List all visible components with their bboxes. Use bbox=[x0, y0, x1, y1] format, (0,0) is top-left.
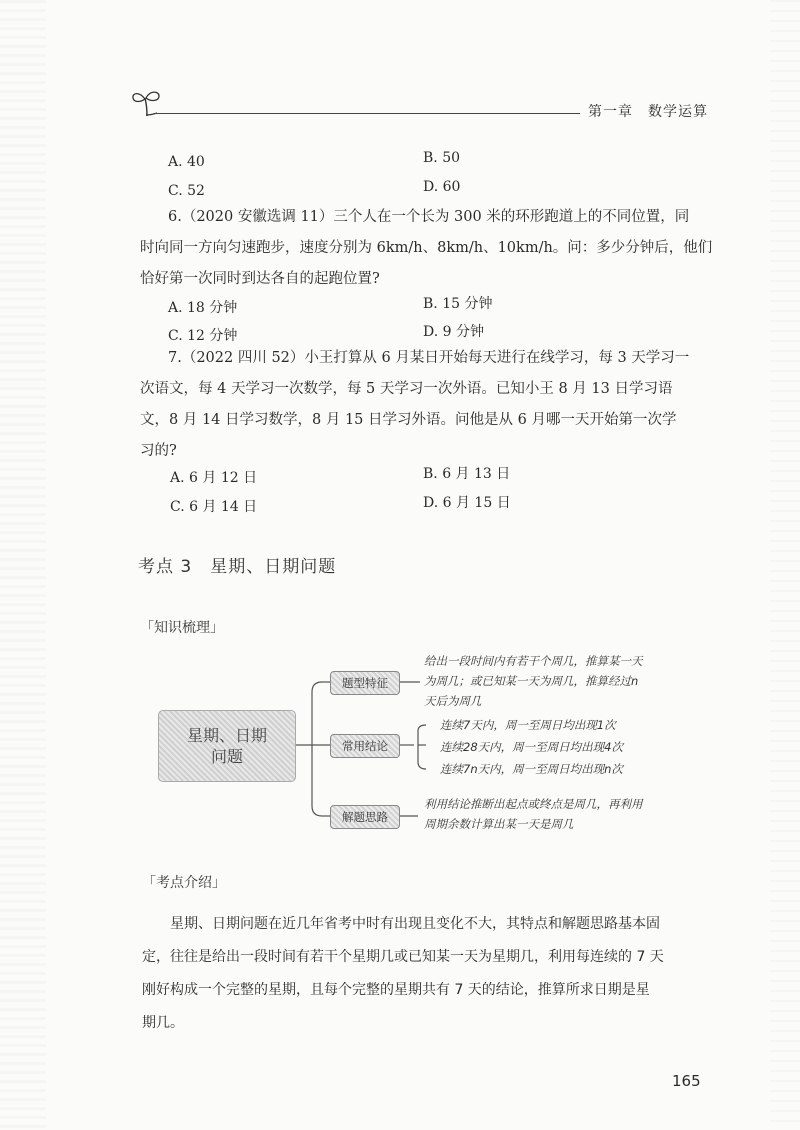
q6-option-c: C. 12 分钟 bbox=[168, 328, 238, 344]
mindmap-root-line: 星期、日期 bbox=[186, 726, 267, 745]
q6-option-b: B. 15 分钟 bbox=[423, 296, 493, 312]
knowledge-label: 「知识梳理」 bbox=[140, 620, 224, 636]
mindmap-root bbox=[158, 710, 296, 782]
q7-line: 次语文，每 4 天学习一次数学，每 5 天学习一次外语。已知小王 8 月 13 日学习语 bbox=[140, 381, 673, 397]
intro-line: 定，往往是给出一段时间有若干个星期几或已知某一天为星期几，利用每连续的 7 天 bbox=[142, 949, 664, 965]
mindmap-approach-text bbox=[424, 794, 724, 834]
q7-line: 文，8 月 14 日学习数学，8 月 15 日学习外语。问他是从 6 月哪一天开始第一次学 bbox=[140, 412, 677, 428]
mindmap-root-line: 问题 bbox=[210, 747, 243, 766]
q7-option-a: A. 6 月 12 日 bbox=[170, 470, 258, 486]
handwritten-line: 天后为周几 bbox=[424, 694, 482, 708]
mindmap-conclusions-text bbox=[440, 714, 720, 780]
intro-label: 「考点介绍」 bbox=[142, 875, 226, 891]
q7-option-d: D. 6 月 15 日 bbox=[423, 495, 511, 511]
q7-line: 习的? bbox=[140, 443, 177, 459]
q7-option-b: B. 6 月 13 日 bbox=[423, 466, 511, 482]
intro-paragraph bbox=[142, 908, 728, 1040]
intro-line: 期几。 bbox=[142, 1015, 184, 1031]
handwritten-line: 利用结论推断出起点或终点是周几，再利用 bbox=[424, 797, 643, 811]
handwritten-line: 周期余数计算出某一天是周几 bbox=[424, 817, 574, 831]
handwritten-line: 连续7天内，周一至周日均出现1次 bbox=[440, 718, 616, 732]
q5-option-c: C. 52 bbox=[168, 183, 205, 199]
q6-line: 恰好第一次同时到达各自的起跑位置? bbox=[140, 271, 380, 287]
q6-line: 时向同一方向匀速跑步，速度分别为 6km/h、8km/h、10km/h。问：多少分钟后，他们 bbox=[140, 240, 713, 256]
q5-option-d: D. 60 bbox=[423, 179, 461, 195]
handwritten-line: 连续7n天内，周一至周日均出现n次 bbox=[440, 762, 623, 776]
mindmap-features-text bbox=[424, 651, 724, 711]
q6-option-d: D. 9 分钟 bbox=[423, 324, 484, 340]
mindmap-node-features: 题型特征 bbox=[330, 671, 400, 695]
q7-line: 7.（2022 四川 52）小王打算从 6 月某日开始每天进行在线学习，每 3 天学习一 bbox=[168, 350, 690, 366]
q6-line: 6.（2020 安徽选调 11）三个人在一个长为 300 米的环形跑道上的不同位置，同 bbox=[168, 209, 690, 225]
section-title: 考点 3 星期、日期问题 bbox=[138, 557, 337, 577]
q7-option-c: C. 6 月 14 日 bbox=[170, 499, 258, 515]
q5-option-b: B. 50 bbox=[423, 150, 461, 166]
chapter-title: 第一章 数学运算 bbox=[588, 104, 708, 120]
q5-option-a: A. 40 bbox=[168, 154, 205, 170]
intro-line: 刚好构成一个完整的星期，且每个完整的星期共有 7 天的结论，推算所求日期是星 bbox=[142, 982, 650, 998]
mindmap-node-conclusions: 常用结论 bbox=[330, 734, 400, 758]
handwritten-line: 给出一段时间内有若干个周几，推算某一天 bbox=[424, 654, 643, 668]
handwritten-line: 连续28天内，周一至周日均出现4次 bbox=[440, 740, 623, 754]
page-number: 165 bbox=[672, 1072, 701, 1090]
handwritten-line: 为周几；或已知某一天为周几，推算经过n bbox=[424, 674, 639, 688]
mindmap-node-approach: 解题思路 bbox=[330, 805, 400, 829]
q6-option-a: A. 18 分钟 bbox=[168, 300, 238, 316]
intro-line: 星期、日期问题在近几年省考中时有出现且变化不大，其特点和解题思路基本固 bbox=[170, 916, 660, 932]
